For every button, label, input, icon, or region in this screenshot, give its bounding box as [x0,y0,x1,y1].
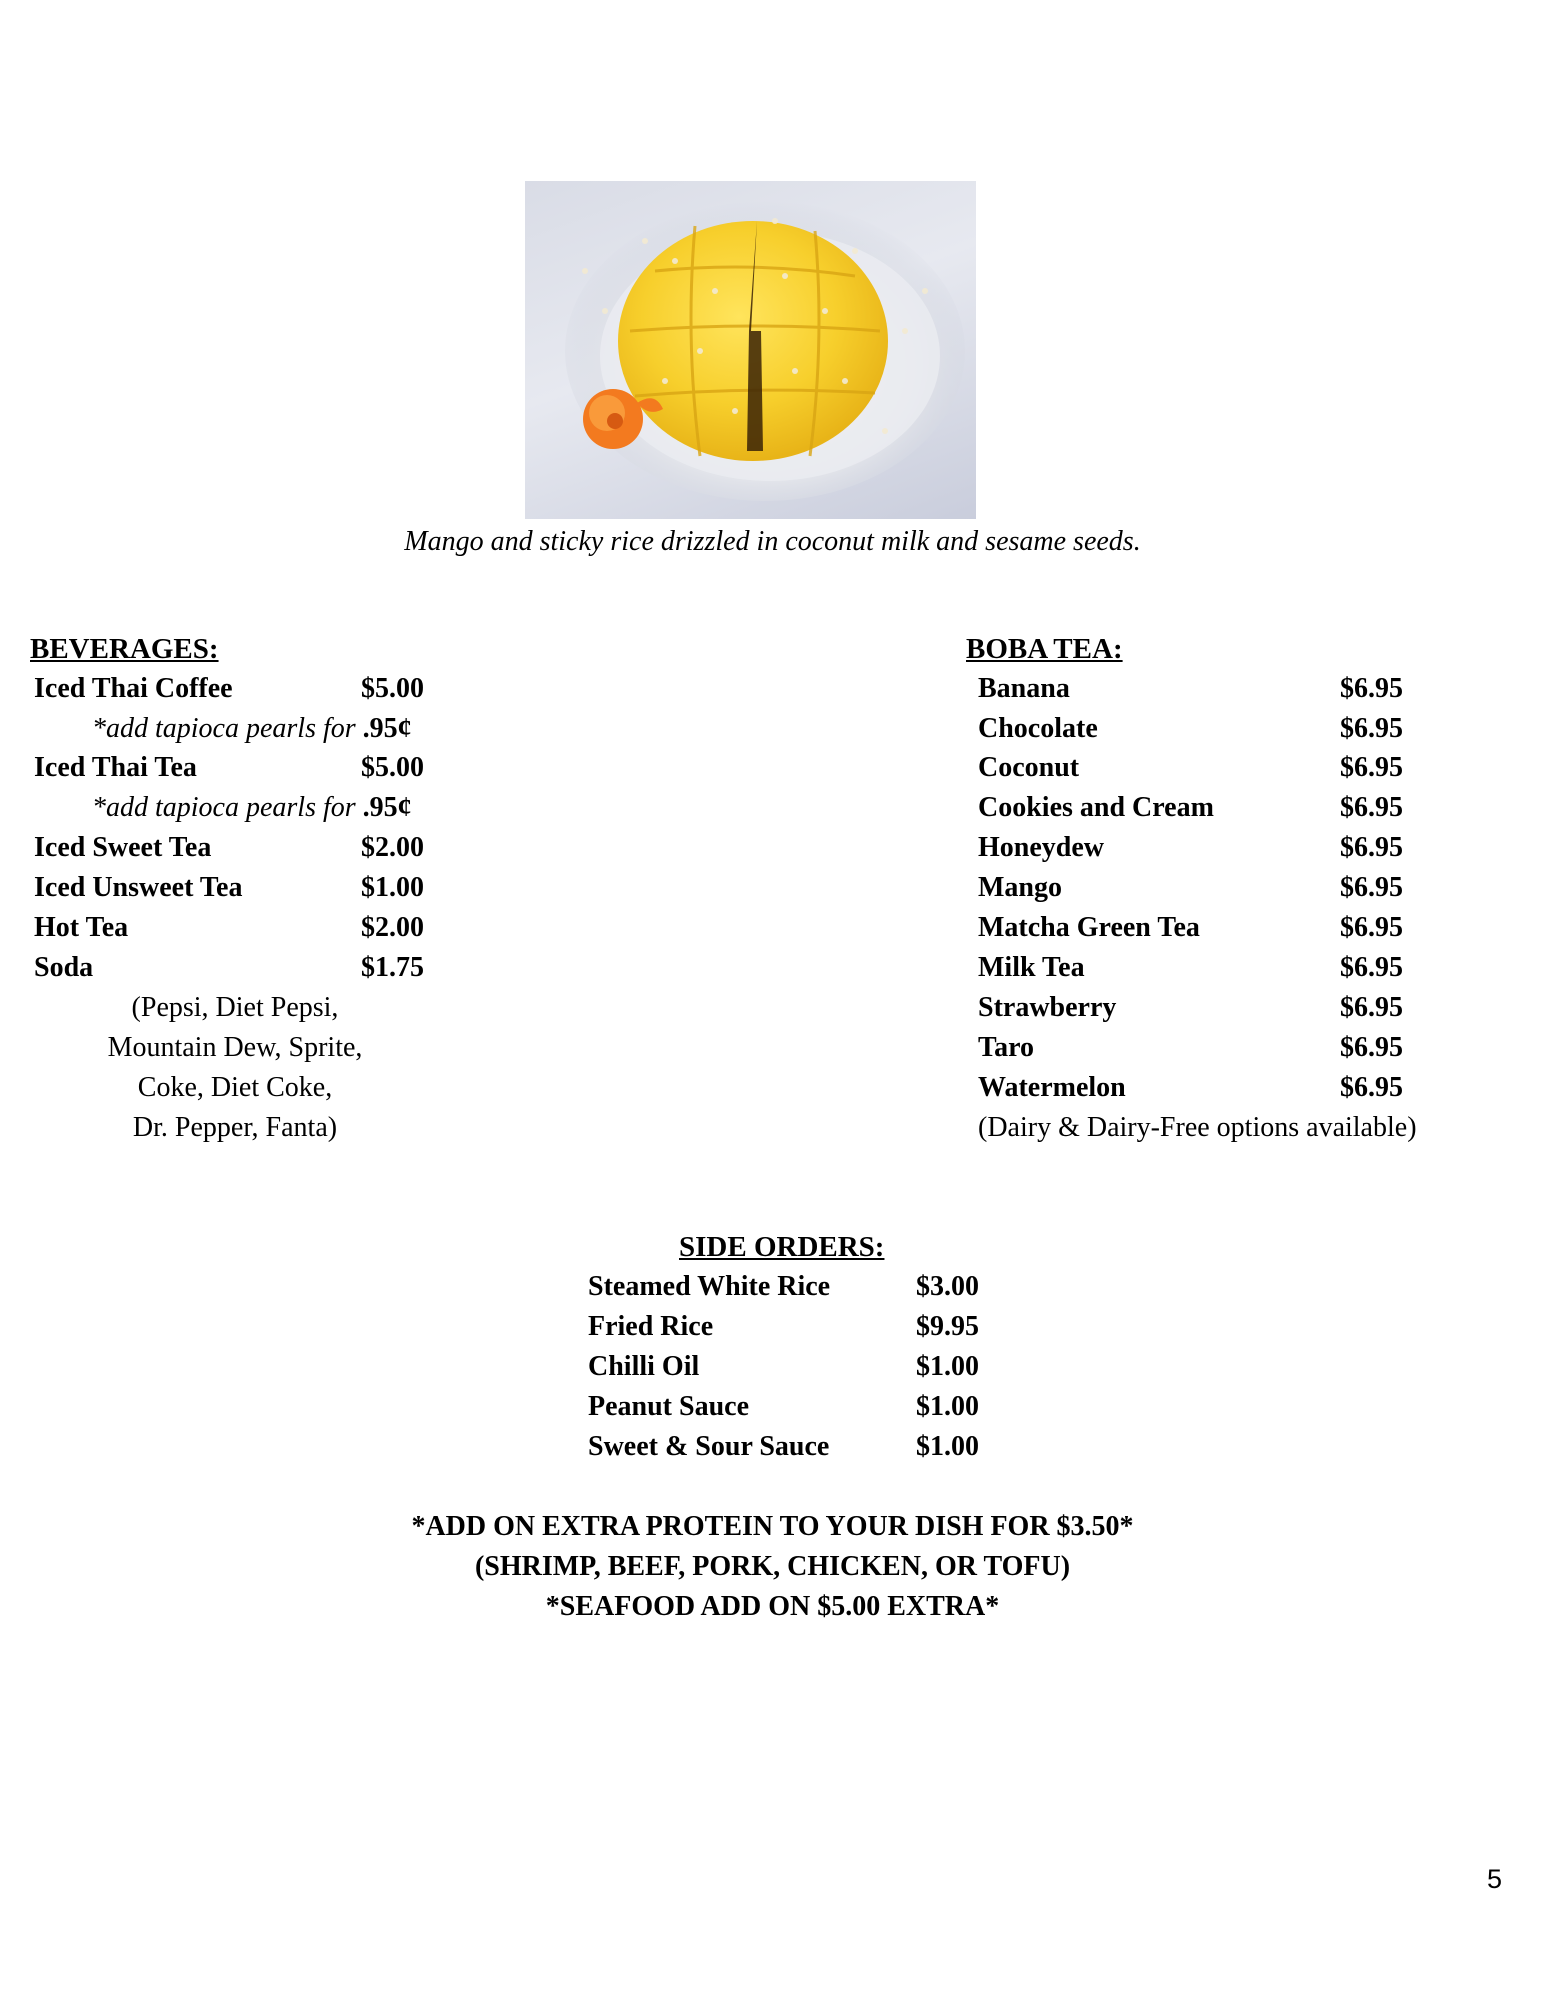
item-name: Sweet & Sour Sauce [588,1431,830,1462]
item-price: $3.00 [916,1271,979,1302]
note-text: *add tapioca pearls for [92,792,363,823]
photo-caption: Mango and sticky rice drizzled in coconut milk and sesame seeds. [404,526,1141,557]
item-name: Banana [978,673,1070,704]
item-price: $6.95 [1340,992,1403,1023]
item-name: Soda [34,952,94,983]
item-price: $6.95 [1340,1072,1403,1103]
item-name: Fried Rice [588,1311,714,1342]
item-price: $5.00 [361,752,424,783]
item-name: Cookies and Cream [978,792,1214,823]
tapioca-note [92,712,412,746]
item-price: $6.95 [1340,792,1403,823]
item-name: Mango [978,872,1062,903]
item-price: $6.95 [1340,832,1403,863]
soda-options-line: (Pepsi, Diet Pepsi, [131,992,339,1023]
item-name: Taro [978,1032,1035,1063]
item-name: Iced Unsweet Tea [34,872,243,903]
soda-options-line: Coke, Diet Coke, [137,1072,333,1103]
seafood-addon-line: *SEAFOOD ADD ON $5.00 EXTRA* [545,1591,1000,1622]
mango-sticky-rice-icon [525,181,976,519]
item-name: Steamed White Rice [588,1271,831,1302]
protein-options-line: (SHRIMP, BEEF, PORK, CHICKEN, OR TOFU) [474,1551,1071,1582]
item-price: $6.95 [1340,673,1403,704]
beverages-heading: BEVERAGES: [30,633,219,665]
item-name: Honeydew [978,832,1104,863]
boba-tea-heading: BOBA TEA: [966,633,1123,665]
item-price: $1.00 [361,872,424,903]
mango-sticky-rice-photo [525,181,976,519]
item-price: $6.95 [1340,912,1403,943]
side-orders-heading: SIDE ORDERS: [679,1231,885,1263]
item-price: $6.95 [1340,1032,1403,1063]
item-price: $6.95 [1340,713,1403,744]
item-name: Strawberry [978,992,1117,1023]
soda-options-line: Dr. Pepper, Fanta) [132,1112,338,1143]
note-price: .95¢ [362,792,412,823]
item-price: $6.95 [1340,872,1403,903]
item-price: $9.95 [916,1311,979,1342]
item-name: Watermelon [978,1072,1126,1103]
page-number: 5 [1486,1864,1502,1894]
soda-options-line: Mountain Dew, Sprite, [107,1032,363,1063]
item-price: $1.00 [916,1431,979,1462]
item-name: Coconut [978,752,1080,783]
item-price: $2.00 [361,832,424,863]
item-name: Chilli Oil [588,1351,700,1382]
item-name: Iced Thai Coffee [34,673,233,704]
item-price: $1.00 [916,1391,979,1422]
item-price: $6.95 [1340,952,1403,983]
item-name: Iced Sweet Tea [34,832,212,863]
tapioca-note [92,791,412,825]
item-name: Iced Thai Tea [34,752,197,783]
item-price: $5.00 [361,673,424,704]
item-price: $1.75 [361,952,424,983]
item-price: $2.00 [361,912,424,943]
item-name: Chocolate [978,713,1098,744]
item-name: Hot Tea [34,912,129,943]
item-name: Matcha Green Tea [978,912,1200,943]
dairy-options-note: (Dairy & Dairy-Free options available) [978,1112,1417,1143]
note-price: .95¢ [362,713,412,744]
item-name: Milk Tea [978,952,1085,983]
item-name: Peanut Sauce [588,1391,749,1422]
item-price: $1.00 [916,1351,979,1382]
note-text: *add tapioca pearls for [92,713,363,744]
item-price: $6.95 [1340,752,1403,783]
protein-addon-line: *ADD ON EXTRA PROTEIN TO YOUR DISH FOR $3.50* [411,1511,1134,1542]
